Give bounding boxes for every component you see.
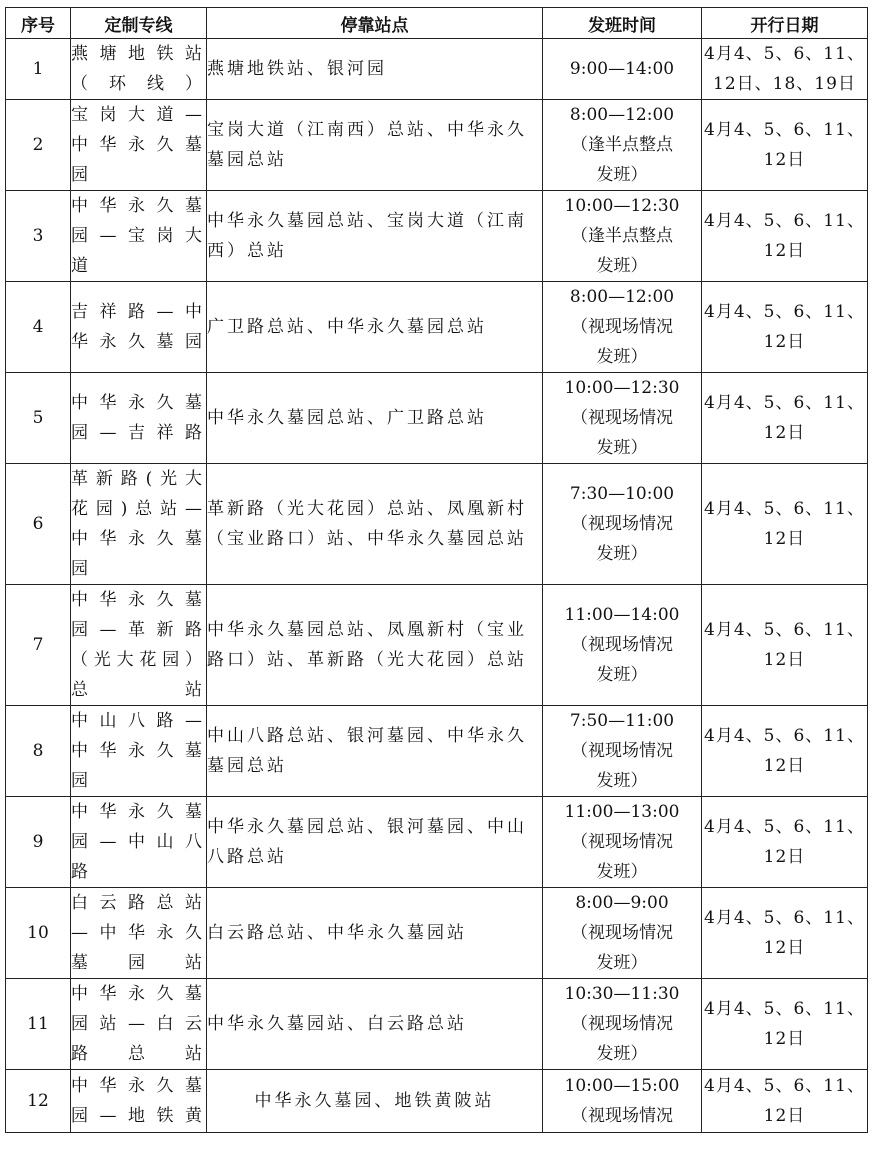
cell-no: 5: [6, 373, 71, 464]
route-text: 中山八路— 中华永久墓 园: [71, 711, 206, 791]
stops-text: 燕塘地铁站、银河园: [207, 59, 387, 79]
cell-stops: [207, 979, 543, 1070]
time-text: 10:00—12:30 （视现场情况 发班）: [564, 378, 680, 458]
cell-dates: [702, 100, 868, 191]
cell-time: [543, 706, 702, 797]
stops-text: 革新路（光大花园）总站、凤凰新村 （宝业路口）站、中华永久墓园总站: [207, 499, 527, 549]
cell-route: [71, 1070, 207, 1133]
cell-no: 10: [6, 888, 71, 979]
stops-text: 中华永久墓园、地铁黄陂站: [254, 1091, 495, 1111]
route-text: 宝岗大道— 中华永久墓 园: [71, 105, 206, 185]
dates-text: 4月4、5、6、11、 12日、18、19日: [704, 44, 865, 94]
cell-stops: [207, 585, 543, 706]
header-stops: 停靠站点: [207, 8, 543, 39]
time-text: 7:50—11:00 （视现场情况 发班）: [569, 711, 675, 791]
route-text: 中华永久墓 园—革新路 （光大花园） 总站: [71, 590, 206, 700]
cell-stops: [207, 100, 543, 191]
route-text: 中华永久墓 园—中山八 路: [71, 802, 206, 882]
table-row: [6, 888, 868, 979]
time-text: 10:30—11:30 （视现场情况 发班）: [564, 984, 680, 1064]
table-row: [6, 464, 868, 585]
header-time: 发班时间: [543, 8, 702, 39]
cell-route: [71, 191, 207, 282]
table-row: [6, 1070, 868, 1133]
stops-text: 中山八路总站、银河墓园、中华永久 墓园总站: [207, 726, 527, 776]
cell-route: [71, 797, 207, 888]
cell-dates: [702, 1070, 868, 1133]
dates-text: 4月4、5、6、11、 12日: [704, 726, 865, 776]
cell-dates: [702, 797, 868, 888]
table-row: [6, 39, 868, 100]
cell-route: [71, 100, 207, 191]
stops-text: 广卫路总站、中华永久墓园总站: [207, 317, 487, 337]
dates-text: 4月4、5、6、11、 12日: [704, 120, 865, 170]
cell-stops: [207, 282, 543, 373]
cell-no: 9: [6, 797, 71, 888]
cell-route: [71, 979, 207, 1070]
time-text: 7:30—10:00 （视现场情况 发班）: [569, 484, 675, 564]
dates-text: 4月4、5、6、11、 12日: [704, 908, 865, 958]
table-header-row: [6, 8, 868, 39]
cell-time: [543, 585, 702, 706]
cell-no: 6: [6, 464, 71, 585]
cell-route: [71, 585, 207, 706]
time-text: 10:00—15:00 （视现场情况: [564, 1076, 680, 1126]
schedule-table: [5, 7, 868, 1133]
dates-text: 4月4、5、6、11、 12日: [704, 211, 865, 261]
dates-text: 4月4、5、6、11、 12日: [704, 817, 865, 867]
time-text: 11:00—13:00 （视现场情况 发班）: [564, 802, 680, 882]
time-text: 10:00—12:30 （逢半点整点 发班）: [564, 196, 680, 276]
cell-time: [543, 979, 702, 1070]
cell-route: [71, 39, 207, 100]
cell-stops: [207, 39, 543, 100]
table-row: [6, 373, 868, 464]
cell-no: 4: [6, 282, 71, 373]
table-row: [6, 797, 868, 888]
dates-text: 4月4、5、6、11、 12日: [704, 302, 865, 352]
cell-no: 11: [6, 979, 71, 1070]
header-route: 定制专线: [71, 8, 207, 39]
cell-dates: [702, 39, 868, 100]
cell-stops: [207, 797, 543, 888]
cell-no: 2: [6, 100, 71, 191]
cell-time: [543, 1070, 702, 1133]
cell-stops: [207, 373, 543, 464]
cell-route: [71, 282, 207, 373]
cell-stops: [207, 1070, 543, 1133]
route-text: 燕塘地铁站 （环线）: [71, 44, 206, 94]
stops-text: 中华永久墓园站、白云路总站: [207, 1014, 467, 1034]
stops-text: 中华永久墓园总站、宝岗大道（江南 西）总站: [207, 211, 527, 261]
cell-dates: [702, 373, 868, 464]
cell-no: 12: [6, 1070, 71, 1133]
dates-text: 4月4、5、6、11、 12日: [704, 1076, 865, 1126]
cell-time: [543, 373, 702, 464]
stops-text: 白云路总站、中华永久墓园站: [207, 923, 467, 943]
table-row: [6, 282, 868, 373]
page-cutoff: [0, 1145, 874, 1150]
cell-time: [543, 191, 702, 282]
route-text: 白云路总站 —中华永久 墓园站: [71, 893, 206, 973]
cell-time: [543, 464, 702, 585]
table-row: [6, 585, 868, 706]
time-text: 8:00—12:00 （视现场情况 发班）: [569, 287, 675, 367]
route-text: 中华永久墓 园站—白云 路总站: [71, 984, 206, 1064]
time-text: 8:00—12:00 （逢半点整点 发班）: [569, 105, 675, 185]
cell-stops: [207, 888, 543, 979]
cell-dates: [702, 706, 868, 797]
dates-text: 4月4、5、6、11、 12日: [704, 393, 865, 443]
cell-route: [71, 373, 207, 464]
cell-time: [543, 39, 702, 100]
cell-time: [543, 888, 702, 979]
cell-dates: [702, 464, 868, 585]
cell-no: 7: [6, 585, 71, 706]
route-text: 中华永久墓 园—地铁黄: [71, 1076, 206, 1126]
stops-text: 宝岗大道（江南西）总站、中华永久 墓园总站: [207, 120, 527, 170]
cell-time: [543, 100, 702, 191]
cell-route: [71, 888, 207, 979]
cell-dates: [702, 585, 868, 706]
dates-text: 4月4、5、6、11、 12日: [704, 620, 865, 670]
route-text: 中华永久墓 园—宝岗大 道: [71, 196, 206, 276]
table-row: [6, 979, 868, 1070]
cell-dates: [702, 191, 868, 282]
route-text: 革新路(光大 花园)总站— 中华永久墓 园: [71, 469, 206, 579]
table-row: [6, 191, 868, 282]
table-row: [6, 100, 868, 191]
route-text: 中华永久墓 园—吉祥路: [71, 393, 206, 443]
cell-no: 8: [6, 706, 71, 797]
cell-stops: [207, 706, 543, 797]
cell-stops: [207, 191, 543, 282]
route-text: 吉祥路—中 华永久墓园: [71, 302, 206, 352]
header-dates: 开行日期: [702, 8, 868, 39]
dates-text: 4月4、5、6、11、 12日: [704, 999, 865, 1049]
stops-text: 中华永久墓园总站、凤凰新村（宝业 路口）站、革新路（光大花园）总站: [207, 620, 527, 670]
stops-text: 中华永久墓园总站、广卫路总站: [207, 408, 487, 428]
cell-dates: [702, 979, 868, 1070]
cell-time: [543, 797, 702, 888]
time-text: 11:00—14:00 （视现场情况 发班）: [564, 605, 680, 685]
time-text: 9:00—14:00: [569, 59, 675, 79]
cell-route: [71, 706, 207, 797]
header-no: 序号: [6, 8, 71, 39]
cell-dates: [702, 282, 868, 373]
cell-time: [543, 282, 702, 373]
cell-stops: [207, 464, 543, 585]
stops-text: 中华永久墓园总站、银河墓园、中山 八路总站: [207, 817, 527, 867]
cell-no: 3: [6, 191, 71, 282]
time-text: 8:00—9:00 （视现场情况 发班）: [571, 893, 673, 973]
table-row: [6, 706, 868, 797]
cell-no: 1: [6, 39, 71, 100]
cell-dates: [702, 888, 868, 979]
cell-route: [71, 464, 207, 585]
dates-text: 4月4、5、6、11、 12日: [704, 499, 865, 549]
